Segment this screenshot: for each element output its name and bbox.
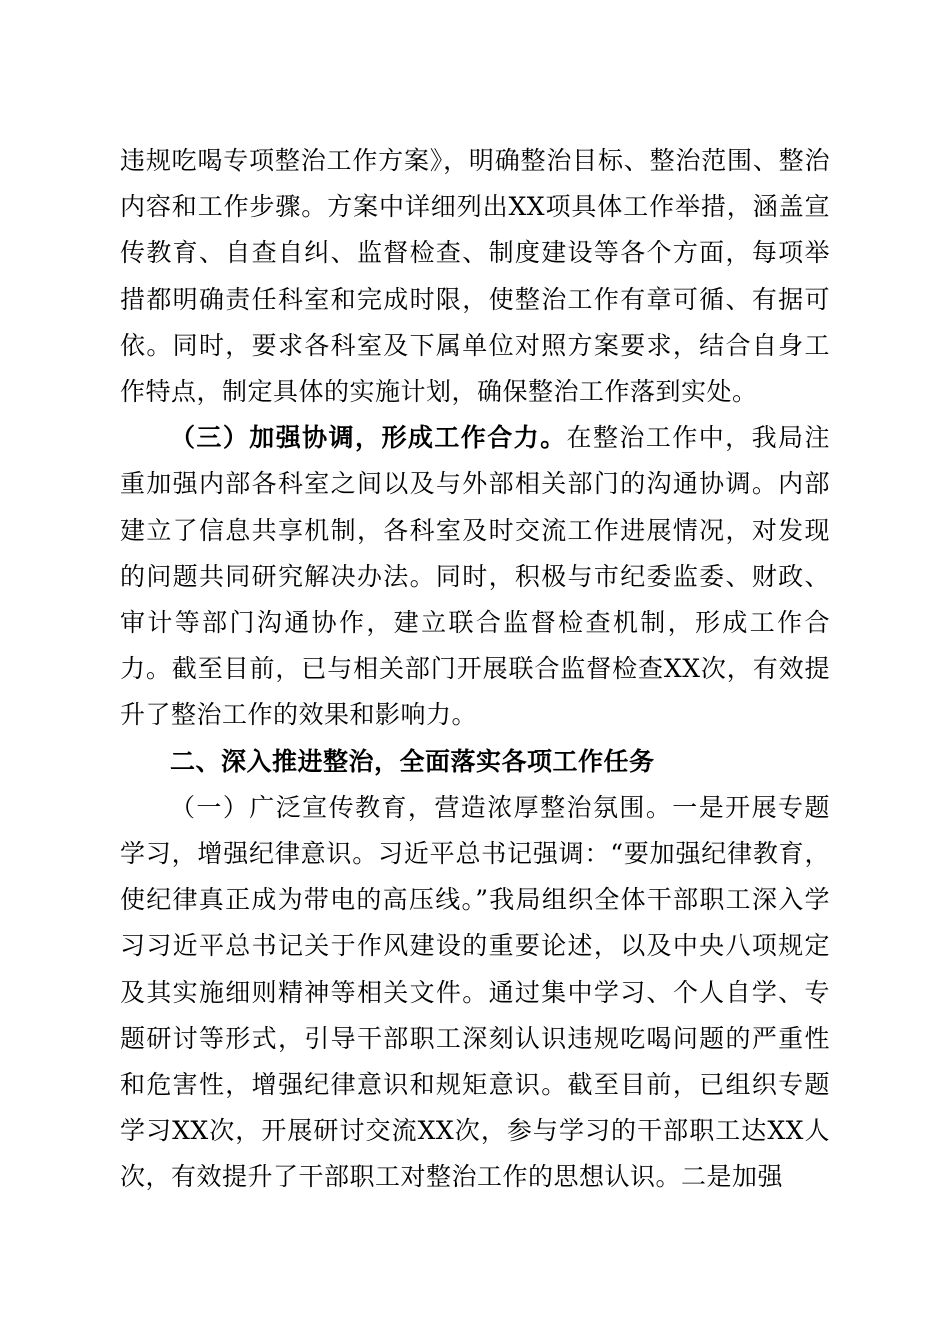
paragraph-2-lead: （三）加强协调，形成工作合力。 bbox=[170, 423, 567, 453]
paragraph-3 bbox=[120, 785, 830, 1201]
paragraph-1 bbox=[120, 138, 830, 415]
document-page bbox=[120, 138, 830, 1201]
section-heading: 二、深入推进整治，全面落实各项工作任务 bbox=[170, 746, 655, 776]
paragraph-3-lead: （一）广泛宣传教育，营造浓厚整治氛围。 bbox=[170, 792, 673, 822]
paragraph-1-text: 违规吃喝专项整治工作方案》，明确整治目标、整治范围、整治内容和工作步骤。方案中详细列出XX项具体工作举措，涵盖宣传教育、自查自纠、监督检查、制度建设等各个方面，每项举措都明确责任科室和完成时限，使整治工作有章可循、有据可依。同时，要求各科室及下属单位对照方案要求，结合自身工作特点，制定具体的实施计划，确保整治工作落到实处。 bbox=[120, 146, 830, 407]
paragraph-2 bbox=[120, 415, 830, 738]
paragraph-3-text: 一是开展专题学习，增强纪律意识。习近平总书记强调：“要加强纪律教育，使纪律真正成为带电的高压线。”我局组织全体干部职工深入学习习近平总书记关于作风建设的重要论述，以及中央八项规定及其实施细则精神等相关文件。通过集中学习、个人自学、专题研讨等形式，引导干部职工深刻认识违规吃喝问题的严重性和危害性，增强纪律意识和规矩意识。截至目前，已组织专题学习XX次，开展研讨交流XX次，参与学习的干部职工达XX人次，有效提升了干部职工对整治工作的思想认识。二是加强 bbox=[120, 792, 830, 1192]
paragraph-2-text: 在整治工作中，我局注重加强内部各科室之间以及与外部相关部门的沟通协调。内部建立了信息共享机制，各科室及时交流工作进展情况，对发现的问题共同研究解决办法。同时，积极与市纪委监委、财政、审计等部门沟通协作，建立联合监督检查机制，形成工作合力。截至目前，已与相关部门开展联合监督检查XX次，有效提升了整治工作的效果和影响力。 bbox=[120, 423, 830, 730]
